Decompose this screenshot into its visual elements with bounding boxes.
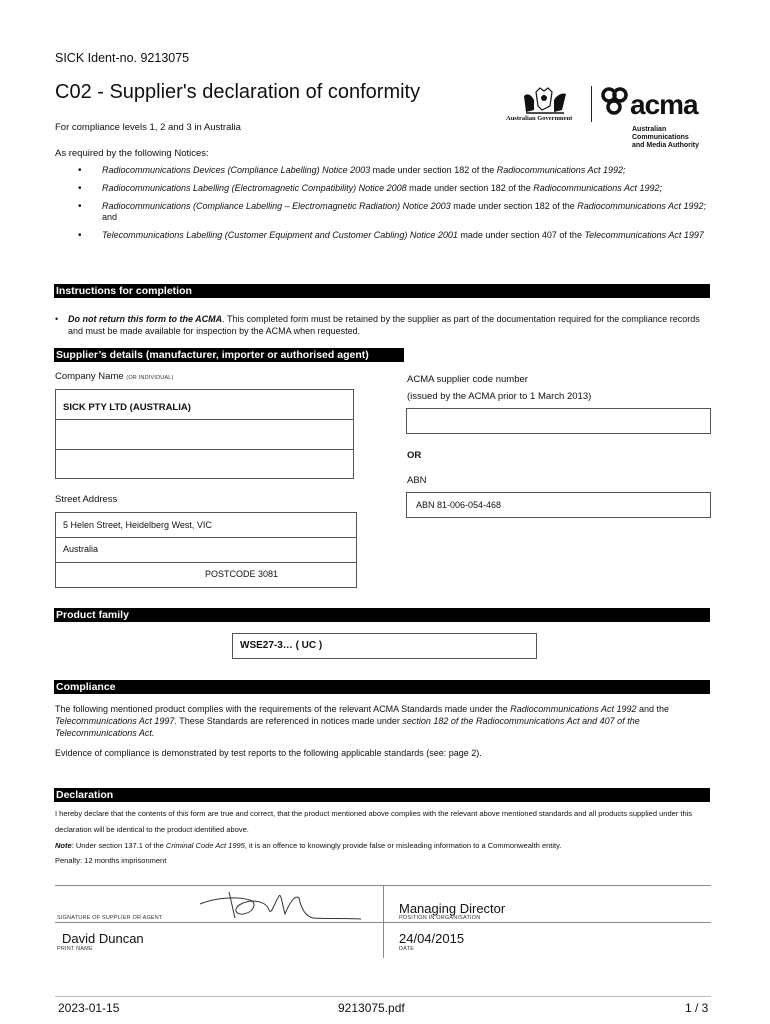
notice-act: Telecommunications Act 1997 xyxy=(584,230,704,240)
notice-text: made under section 407 of the xyxy=(457,230,585,240)
compliance-act: Telecommunications Act 1997 xyxy=(55,716,175,726)
notice-end: ; and xyxy=(102,201,707,222)
note-label: Note xyxy=(55,841,72,850)
street-address-label: Street Address xyxy=(55,494,118,505)
footer-date: 2023-01-15 xyxy=(58,1001,120,1015)
note-act: Criminal Code Act 1995 xyxy=(165,841,245,850)
note-text: : Under section 137.1 of the xyxy=(71,841,166,850)
position-value[interactable]: Managing Director xyxy=(399,901,506,916)
compliance-text: and the xyxy=(636,704,670,714)
note-text: , it is an offence to knowingly provide false or misleading information to a Commonwealth entity. xyxy=(244,841,562,850)
signature-label: SIGNATURE OF SUPPLIER OR AGENT xyxy=(57,915,163,921)
acma-line-2: Communications xyxy=(632,134,689,141)
abn-label: ABN xyxy=(407,475,427,486)
notice-item xyxy=(78,230,708,241)
declaration-text: I hereby declare that the contents of this form are true and correct, that the product mentioned above complies with the relevant above mentioned standards and all products supplied under this declaration will be identical to the product identified above. xyxy=(55,809,693,834)
print-name-value[interactable]: David Duncan xyxy=(62,931,144,946)
company-label-text: Company Name xyxy=(55,371,124,382)
acma-wordmark: acma xyxy=(630,89,698,120)
bullet-icon: • xyxy=(55,314,59,324)
field-divider xyxy=(56,419,353,420)
instructions-bold: Do not return this form to the ACMA xyxy=(68,314,223,324)
footer-page-number: 1 / 3 xyxy=(685,1001,709,1015)
field-divider xyxy=(384,922,711,923)
signature-image xyxy=(195,888,365,924)
evidence-text: Evidence of compliance is demonstrated by test reports to the following applicable standards (see: page 2). xyxy=(55,748,482,758)
print-name-label: PRINT NAME xyxy=(57,946,93,952)
australian-government-label: Australian Government xyxy=(506,115,573,122)
acma-rings-icon xyxy=(600,86,634,120)
notice-item xyxy=(78,183,708,194)
signature-field[interactable] xyxy=(55,886,384,958)
acma-line-1: Australian xyxy=(632,126,667,133)
notices-list xyxy=(78,165,708,248)
instructions-text xyxy=(55,313,710,337)
abn-field[interactable] xyxy=(406,492,711,518)
date-value[interactable]: 24/04/2015 xyxy=(399,931,465,946)
company-name-field[interactable] xyxy=(55,389,354,479)
notice-text: made under section 182 of the xyxy=(406,183,534,193)
compliance-heading: Compliance xyxy=(54,680,710,694)
footer-filename: 9213075.pdf xyxy=(338,1001,405,1015)
logo-divider xyxy=(591,86,592,122)
street-line-2: Australia xyxy=(63,544,99,554)
notice-item xyxy=(78,165,708,176)
acma-code-label: ACMA supplier code number xyxy=(407,374,528,385)
signature-block xyxy=(55,885,711,957)
product-family-heading: Product family xyxy=(54,608,710,622)
company-name-label xyxy=(55,371,174,382)
notice-act: Radiocommunications Act 1992; xyxy=(533,183,662,193)
declaration-note xyxy=(55,838,561,854)
acma-code-note: (issued by the ACMA prior to 1 March 2013) xyxy=(407,391,592,402)
compliance-text: . These Standards are referenced in notices made under xyxy=(174,716,403,726)
declaration-heading: Declaration xyxy=(54,788,710,802)
instructions-heading: Instructions for completion xyxy=(54,284,710,298)
notice-title: Telecommunications Labelling (Customer Equipment and Customer Cabling) Notice 2001 xyxy=(102,230,458,240)
page-title: C02 - Supplier's declaration of conformity xyxy=(55,81,421,103)
acma-logo xyxy=(600,86,715,152)
company-name-value: SICK PTY LTD (AUSTRALIA) xyxy=(63,402,191,413)
field-divider xyxy=(55,922,384,923)
compliance-levels: For compliance levels 1, 2 and 3 in Australia xyxy=(55,122,241,133)
instructions-body: . This completed form must be retained by the supplier as part of the documentation required for the compliance records and must be made available for inspection by the ACMA when requested. xyxy=(68,314,700,336)
or-label: OR xyxy=(407,450,422,461)
notice-act: Radiocommunications Act 1992 xyxy=(577,201,704,211)
company-label-small: (OR INDIVIDUAL) xyxy=(126,375,174,381)
field-divider xyxy=(56,449,353,450)
australian-government-logo xyxy=(506,86,586,124)
notice-text: made under section 182 of the xyxy=(370,165,497,175)
notice-act: Radiocommunications Act 1992; xyxy=(496,165,626,175)
compliance-act: section 182 of the Radiocommunications Act and 407 of the Telecommunications Act. xyxy=(55,716,640,738)
street-line-1: 5 Helen Street, Heidelberg West, VIC xyxy=(63,520,212,530)
compliance-text: The following mentioned product complies with the requirements of the relevant ACMA Standards made under the xyxy=(55,704,511,714)
product-family-value: WSE27-3… ( UC ) xyxy=(240,640,323,651)
acma-line-3: and Media Authority xyxy=(632,142,700,149)
postcode-value: POSTCODE 3081 xyxy=(205,569,279,579)
position-label: POSITION IN ORGANISATION xyxy=(399,915,481,921)
notice-item xyxy=(78,201,708,223)
notices-intro: As required by the following Notices: xyxy=(55,148,209,159)
ident-number: SICK Ident-no. 9213075 xyxy=(55,51,190,65)
field-divider xyxy=(56,537,356,538)
street-address-field[interactable] xyxy=(55,512,357,588)
supplier-heading: Supplier’s details (manufacturer, importer or authorised agent) xyxy=(54,348,404,362)
notice-text: made under section 182 of the xyxy=(450,201,578,211)
product-family-field[interactable] xyxy=(232,633,537,659)
coat-of-arms-icon xyxy=(506,86,586,116)
date-label: DATE xyxy=(399,946,415,952)
notice-title: Radiocommunications (Compliance Labelling – Electromagnetic Radiation) Notice 2003 xyxy=(102,201,451,211)
compliance-paragraph xyxy=(55,703,710,739)
acma-code-field[interactable] xyxy=(406,408,711,434)
field-divider xyxy=(56,562,356,563)
notice-title: Radiocommunications Labelling (Electromagnetic Compatibility) Notice 2008 xyxy=(102,183,407,193)
compliance-act: Radiocommunications Act 1992 xyxy=(510,704,637,714)
footer-divider xyxy=(55,996,711,997)
abn-value: ABN 81-006-054-468 xyxy=(416,500,502,510)
notice-title: Radiocommunications Devices (Compliance Labelling) Notice 2003 xyxy=(102,165,371,175)
penalty-text: Penalty: 12 months imprisonment xyxy=(55,856,167,865)
